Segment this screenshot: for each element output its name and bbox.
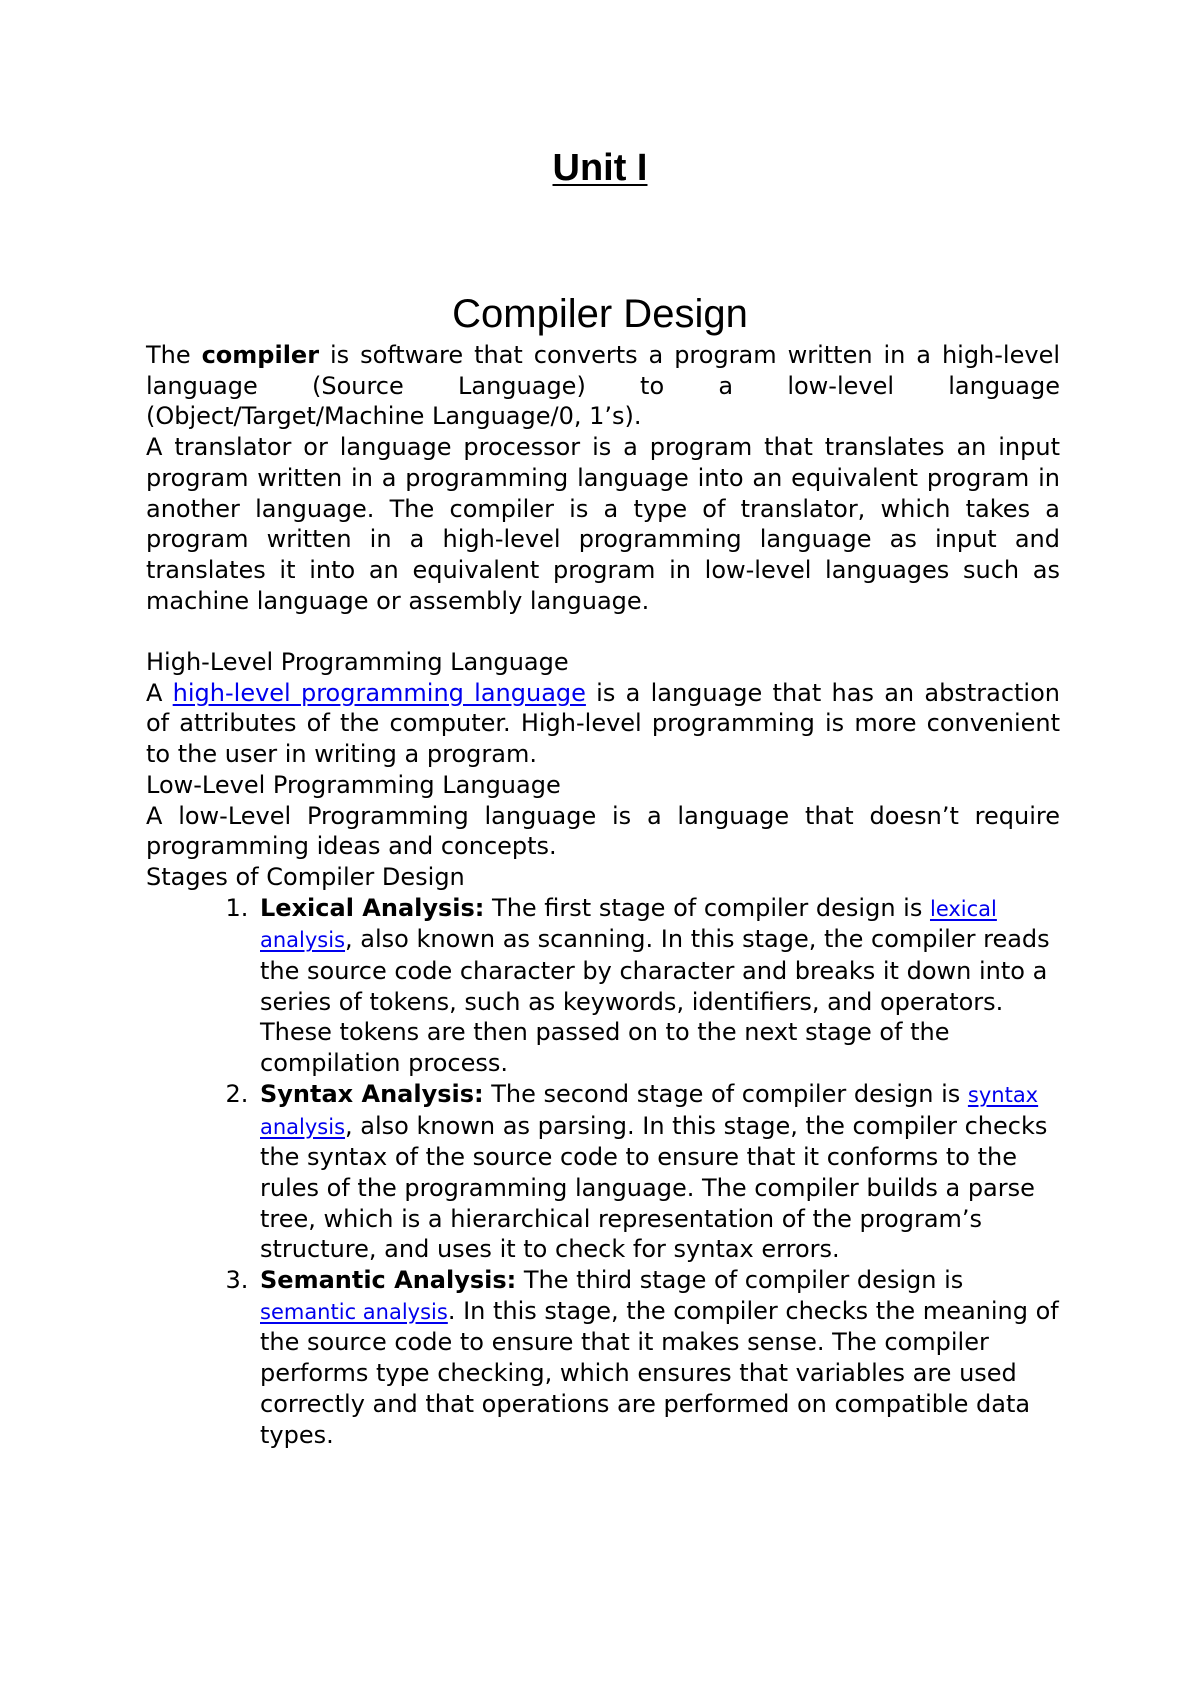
document-body: [146, 340, 1060, 1450]
stages-heading: Stages of Compiler Design: [146, 862, 465, 891]
stage-title: Semantic Analysis:: [260, 1266, 517, 1295]
high-level-heading: High-Level Programming Language: [146, 648, 569, 677]
list-item: 1. Lexical Analysis: The first stage of compiler design is lexical analysis, also known as scanning. In this stage, the compiler reads the source code character by character and breaks it down into a series of tokens, such as keywords, identifiers, and operators. These tokens are then passed on to the next stage of the compilation process.: [256, 893, 1060, 1079]
stage-title: Lexical Analysis:: [260, 893, 485, 922]
list-item: 2. Syntax Analysis: The second stage of compiler design is syntax analysis, also known as parsing. In this stage, the compiler checks the syntax of the source code to ensure that it conforms to the rules of the programming language. The compiler builds a parse tree, which is a hierarchical representation of the program’s structure, and uses it to check for syntax errors.: [256, 1079, 1060, 1265]
low-level-heading: Low-Level Programming Language: [146, 770, 561, 799]
high-level-paragraph: A high-level programming language is a language that has an abstraction of attributes of the computer. High-level programming is more convenient to the user in writing a program.: [146, 678, 1060, 769]
low-level-paragraph: A low-Level Programming language is a language that doesn’t require programming ideas and concepts.: [146, 801, 1060, 861]
compiler-term: compiler: [201, 341, 320, 369]
lexical-analysis-link[interactable]: lexical analysis: [260, 896, 997, 953]
high-level-language-link[interactable]: high-level programming language: [172, 678, 586, 707]
translator-paragraph: A translator or language processor is a program that translates an input program written in a programming language into an equivalent program in another language. The compiler is a type of translator, which takes a program written in a high-level programming language as input and translates it into an equivalent program in low-level languages such as machine language or assembly language.: [146, 433, 1060, 615]
semantic-analysis-link[interactable]: semantic analysis: [260, 1299, 448, 1324]
stages-list: [146, 893, 1060, 1451]
page-title: Compiler Design: [452, 292, 748, 336]
unit-title: Unit I: [552, 147, 648, 189]
intro-paragraph: The compiler is software that converts a program written in a high-level language (Source Language) to a low-level language (Object/Target/Machine Language/0, 1’s).: [146, 341, 1061, 431]
syntax-analysis-link[interactable]: syntax analysis: [260, 1082, 1039, 1139]
spacer: [146, 616, 1060, 647]
stage-title: Syntax Analysis:: [260, 1079, 484, 1108]
list-item: 3. Semantic Analysis: The third stage of compiler design is semantic analysis. In this stage, the compiler checks the meaning of the source code to ensure that it makes sense. The compiler performs type checking, which ensures that variables are used correctly and that operations are performed on compatible data types.: [256, 1265, 1060, 1450]
